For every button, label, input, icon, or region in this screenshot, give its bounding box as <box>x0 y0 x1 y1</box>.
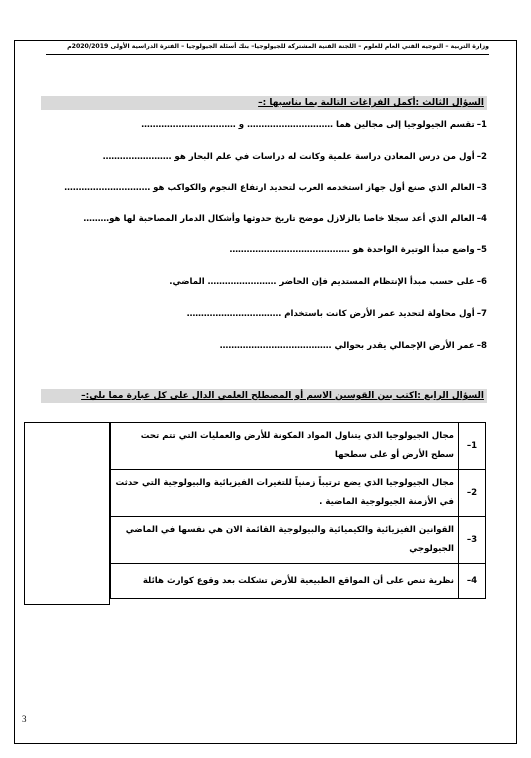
page-number: 3 <box>22 714 27 724</box>
answer-box <box>24 422 110 605</box>
fill-blank-item-8: 8–عمر الأرض الإجمالي يقدر بحوالي ………………………………… <box>219 341 487 351</box>
fill-blank-item-6: 6–على حسب مبدأ الإنتظام المستديم فإن الحاضر …………………… الماضي. <box>169 277 487 287</box>
row-definition: مجال الجيولوجيا الذي يضع ترتيباً زمنياً للتغيرات الفيزيائية والبيولوجية التي حدثت في الأزمنة الجيولوجية الماضية . <box>111 470 459 517</box>
definitions-table <box>110 422 486 599</box>
row-number: 3– <box>459 517 486 564</box>
fill-blank-item-5: 5–واضع مبدأ الوتيرة الواحدة هو …………………………………… <box>229 245 487 255</box>
table-row <box>111 423 486 470</box>
row-definition: مجال الجيولوجيا الذي يتناول المواد المكونة للأرض والعمليات التي تتم تحت سطح الأرض أو على سطحها <box>111 423 459 470</box>
table-row <box>111 470 486 517</box>
header-rule <box>46 54 489 55</box>
fill-blank-item-2: 2–أول من درس المعادن دراسة علمية وكانت له دراسات في علم البحار هو …………………… <box>102 152 487 162</box>
fill-blank-item-7: 7–أول محاولة لتحديد عمر الأرض كانت باستخدام …………………………… <box>186 309 487 319</box>
row-definition: القوانين الفيزيائية والكيميائية والبيولوجية القائمة الان هي نفسها في الماضي الجيولوجي <box>111 517 459 564</box>
section4-title: السؤال الرابع :اكتب بين القوسين الاسم أو المصطلح العلمي الدال على كل عبارة مما يلي:– <box>41 389 487 403</box>
section3-title: السؤال الثالث :أكمل الفراغات التالية بما يناسبها :– <box>41 96 487 110</box>
row-definition: نظرية تنص على أن المواقع الطبيعية للأرض تشكلت بعد وقوع كوارث هائلة <box>111 564 459 599</box>
fill-blank-item-3: 3–العالم الذي صنع أول جهاز استخدمه العرب لتحديد ارتفاع النجوم والكواكب هو ………………………… <box>64 183 487 193</box>
table-row <box>111 517 486 564</box>
row-number: 1– <box>459 423 486 470</box>
row-number: 4– <box>459 564 486 599</box>
fill-blank-item-1: 1–تقسم الجيولوجيا إلى مجالين هما ………………………… و …………………………… <box>141 120 487 130</box>
page-header: وزارة التربية – التوجيه الفني العام للعلوم – اللجنة الفنية المشتركة للجيولوجيا– بنك أسئلة الجيولوجيا – الفترة الدراسية الأولى 2020/2019م <box>67 43 489 50</box>
fill-blank-item-4: 4–العالم الذي أعد سجلا خاصا بالزلازل موضح تاريخ حدوثها وأشكال الدمار المصاحبة لها هو……… <box>83 214 487 224</box>
table-row <box>111 564 486 599</box>
row-number: 2– <box>459 470 486 517</box>
